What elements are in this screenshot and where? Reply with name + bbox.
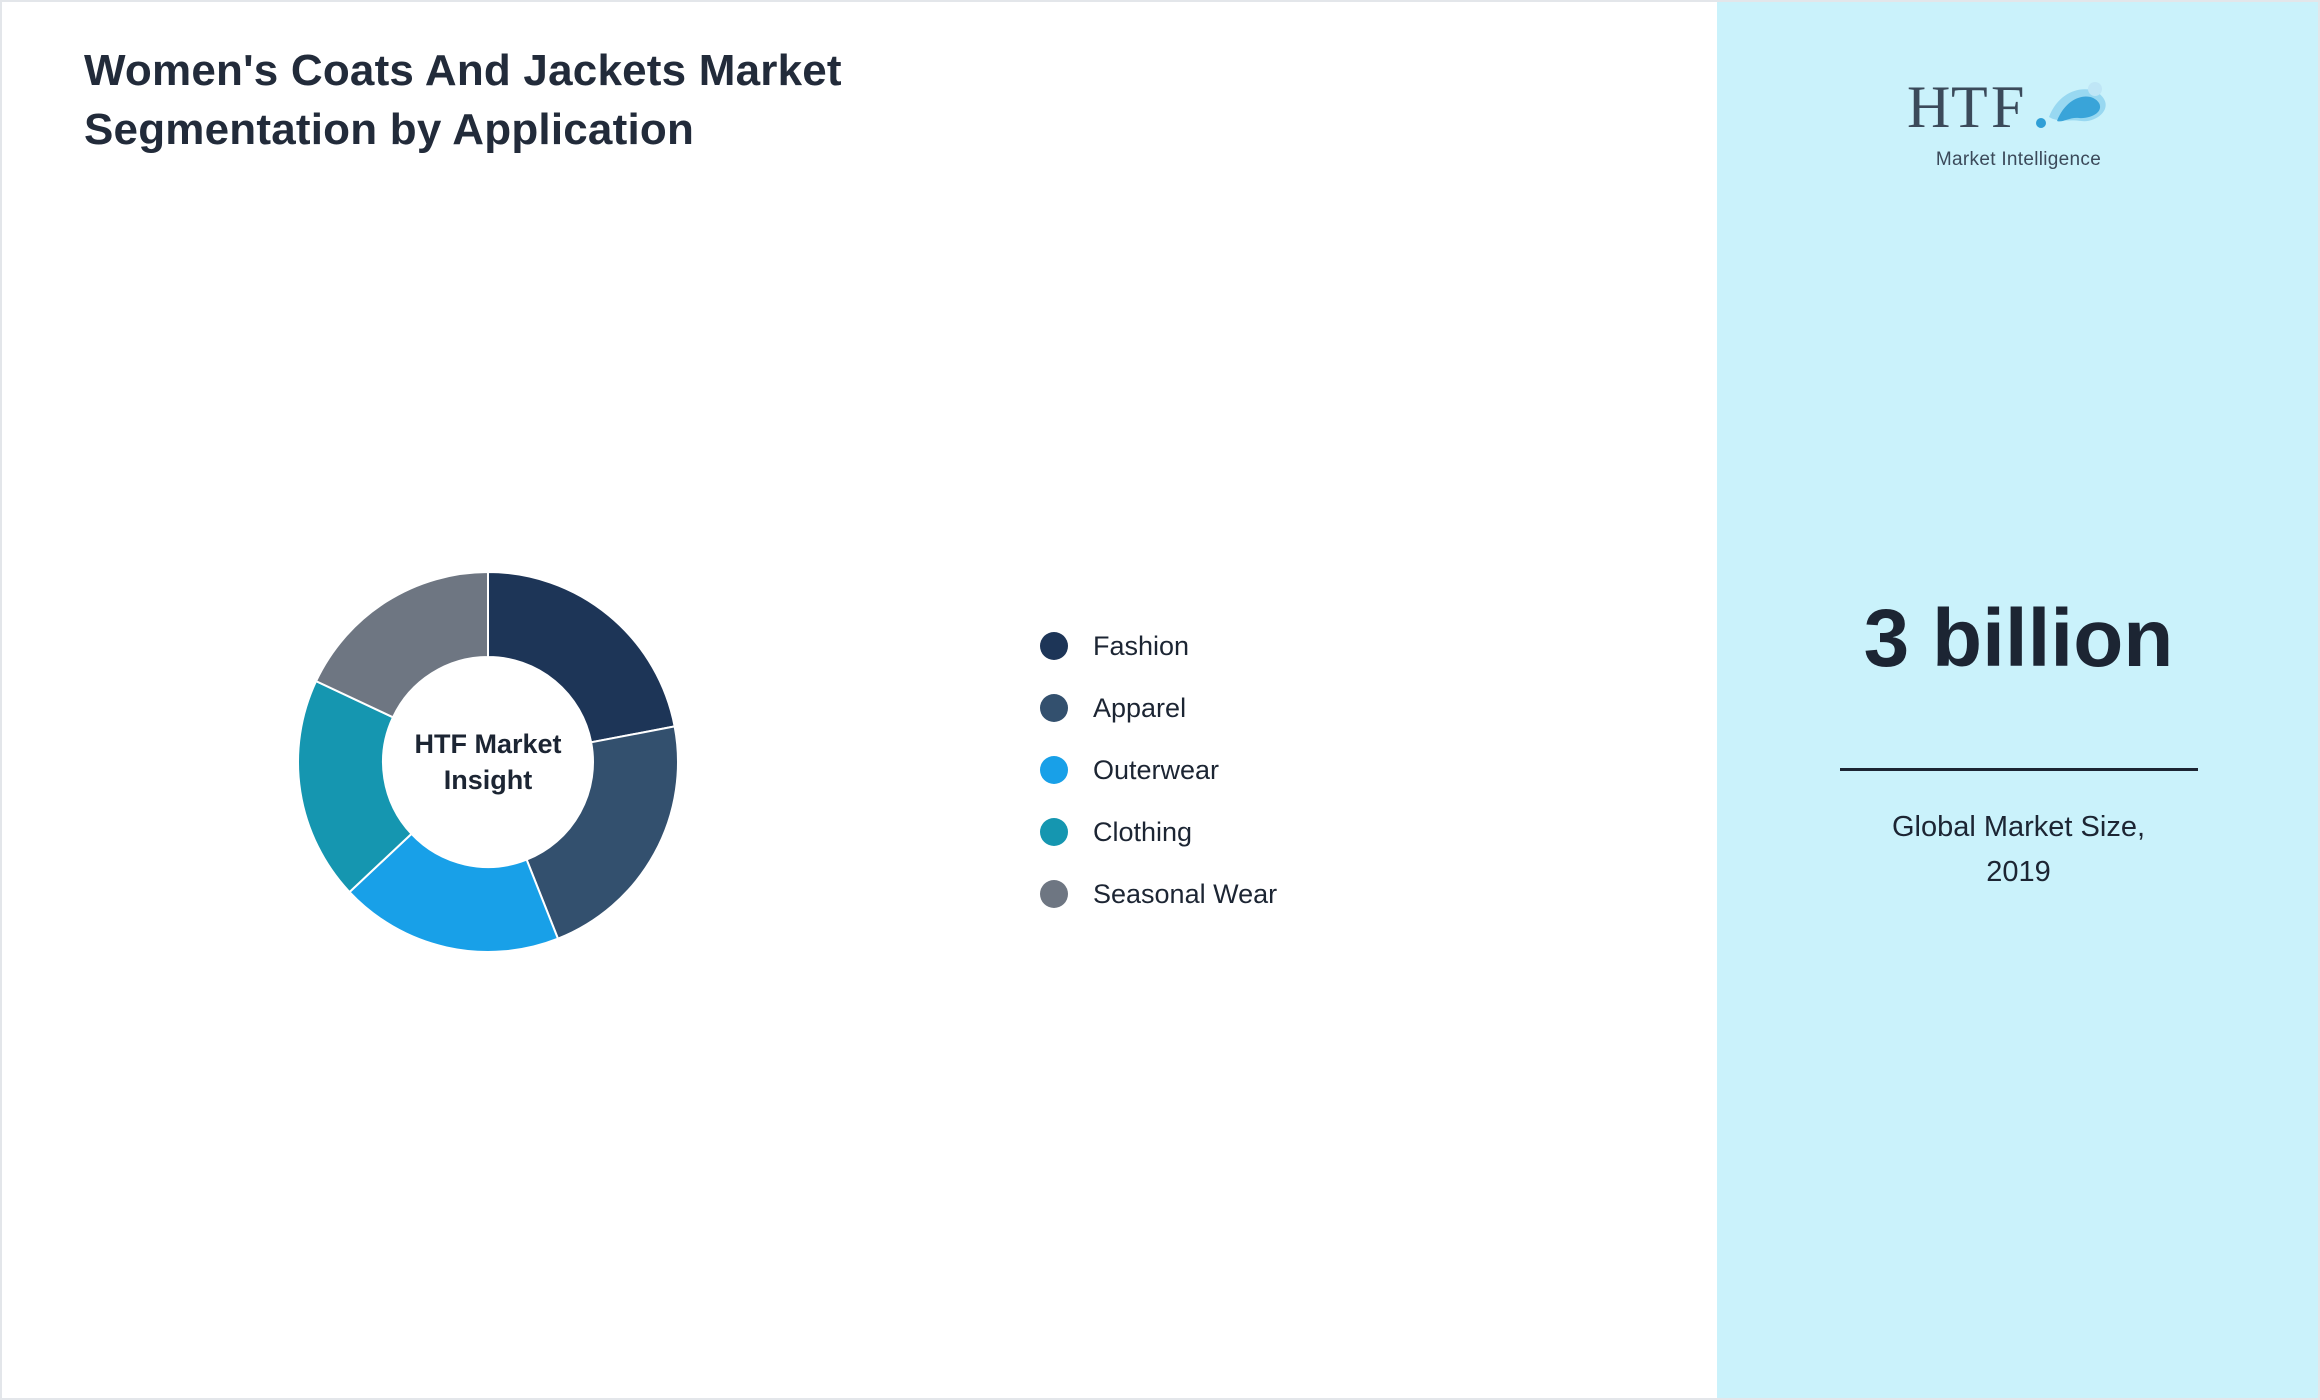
donut-center-line1: HTF Market — [414, 728, 562, 759]
svg-text:F: F — [1990, 74, 2024, 140]
donut-slices — [298, 572, 678, 952]
svg-text:H: H — [1906, 74, 1950, 140]
stat-value: 3 billion — [1863, 593, 2174, 684]
legend-item — [1040, 739, 1277, 801]
legend-label: Seasonal Wear — [1093, 878, 1278, 909]
htf-logo-icon — [1899, 65, 2139, 147]
svg-text:T: T — [1950, 74, 1988, 140]
donut-slice-apparel — [527, 726, 678, 938]
legend-swatch-icon — [1040, 880, 1068, 908]
logo-subtitle: Market Intelligence — [1935, 149, 2102, 170]
stat-divider — [1840, 768, 2198, 771]
legend-label: Outerwear — [1093, 754, 1220, 785]
legend-label: Fashion — [1093, 630, 1190, 661]
legend-swatch-icon — [1040, 756, 1068, 784]
logo-mark — [1899, 65, 2139, 147]
donut-chart — [203, 477, 773, 1047]
legend-item — [1040, 801, 1277, 863]
legend-swatch-icon — [1040, 694, 1068, 722]
legend-swatch-icon — [1040, 632, 1068, 660]
donut-slice-fashion — [488, 572, 675, 742]
page-title: Women's Coats And Jackets Market Segmentation by Application — [84, 46, 842, 154]
legend-label: Apparel — [1093, 692, 1187, 723]
legend-item — [1040, 677, 1277, 739]
chart-legend — [1040, 615, 1277, 925]
legend-label: Clothing — [1093, 816, 1193, 847]
legend-item — [1040, 863, 1277, 925]
legend-swatch-icon — [1040, 818, 1068, 846]
donut-chart-svg — [203, 477, 773, 1047]
stat-panel — [1717, 0, 2320, 1400]
stat-caption — [1717, 805, 2320, 895]
donut-center-line2: Insight — [443, 765, 533, 795]
legend-item — [1040, 615, 1277, 677]
brand-logo — [1899, 65, 2139, 171]
stat-caption-line1: Global Market Size, — [1891, 811, 2146, 843]
stat-caption-line2: 2019 — [1986, 855, 2051, 888]
